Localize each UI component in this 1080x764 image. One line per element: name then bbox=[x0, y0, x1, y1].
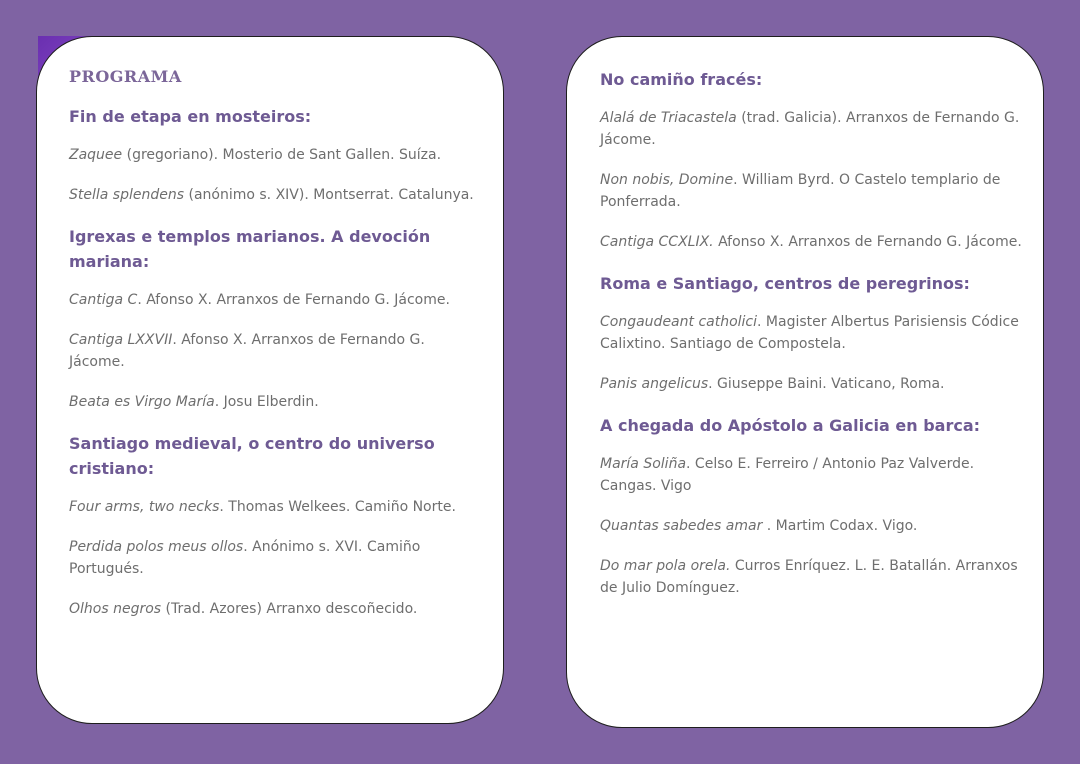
program-entry bbox=[69, 184, 483, 206]
work-title: Cantiga C bbox=[69, 292, 138, 308]
program-entry bbox=[600, 373, 1023, 395]
work-detail: . Giuseppe Baini. Vaticano, Roma. bbox=[708, 376, 945, 392]
program-entry bbox=[600, 515, 1023, 537]
work-detail: . Anónimo s. XVI. Camiño Portugués. bbox=[69, 539, 421, 577]
work-detail: Afonso X. Arranxos de Fernando G. Jácome. bbox=[713, 234, 1022, 250]
program-entry bbox=[69, 144, 483, 166]
section-heading: Santiago medieval, o centro do universo cristiano: bbox=[69, 434, 435, 478]
section-heading: No camiño fracés: bbox=[600, 70, 763, 89]
work-title: Beata es Virgo María bbox=[69, 394, 215, 410]
section-camino-frances bbox=[600, 67, 1023, 253]
work-detail: . Afonso X. Arranxos de Fernando G. Jácome. bbox=[137, 292, 450, 308]
program-entry bbox=[600, 453, 1023, 497]
work-title: Cantiga LXXVII bbox=[69, 332, 173, 348]
work-detail: . Celso E. Ferreiro / Antonio Paz Valverde. Cangas. Vigo bbox=[600, 456, 975, 494]
section-santiago-medieval bbox=[69, 431, 483, 620]
program-entry bbox=[69, 391, 483, 413]
work-detail: Curros Enríquez. L. E. Batallán. Arranxos de Julio Domínguez. bbox=[600, 558, 1018, 596]
section-igrexas-marianos bbox=[69, 224, 483, 413]
section-roma-santiago bbox=[600, 271, 1023, 395]
work-title: María Soliña bbox=[600, 456, 687, 472]
program-title: PROGRAMA bbox=[69, 67, 182, 86]
work-title: Alalá de Triacastela bbox=[600, 110, 737, 126]
work-title: Cantiga CCXLIX. bbox=[600, 234, 714, 250]
program-card-left bbox=[36, 36, 504, 724]
program-entry bbox=[600, 311, 1023, 355]
section-chegada-apostolo bbox=[600, 413, 1023, 599]
work-detail: (anónimo s. XIV). Montserrat. Catalunya. bbox=[184, 187, 474, 203]
work-title: Quantas sabedes amar bbox=[600, 518, 763, 534]
work-title: Congaudeant catholici bbox=[600, 314, 758, 330]
program-entry bbox=[69, 289, 483, 311]
work-title: Olhos negros bbox=[69, 601, 162, 617]
program-entry bbox=[69, 536, 483, 580]
program-entry bbox=[69, 598, 483, 620]
work-title: Non nobis, Domine bbox=[600, 172, 734, 188]
work-detail: . Martim Codax. Vigo. bbox=[762, 518, 918, 534]
work-title: Stella splendens bbox=[69, 187, 185, 203]
program-entry bbox=[69, 496, 483, 518]
work-detail: (Trad. Azores) Arranxo descoñecido. bbox=[161, 601, 418, 617]
program-entry bbox=[600, 555, 1023, 599]
work-detail: . Magister Albertus Parisiensis Códice Calixtino. Santiago de Compostela. bbox=[600, 314, 1019, 352]
program-card-right bbox=[566, 36, 1044, 728]
work-detail: . William Byrd. O Castelo templario de Ponferrada. bbox=[600, 172, 1001, 210]
work-detail: . Thomas Welkees. Camiño Norte. bbox=[219, 499, 456, 515]
work-detail: (trad. Galicia). Arranxos de Fernando G. Jácome. bbox=[600, 110, 1020, 148]
program-entry bbox=[69, 329, 483, 373]
section-heading: Igrexas e templos marianos. A devoción mariana: bbox=[69, 227, 431, 271]
work-detail: . Afonso X. Arranxos de Fernando G. Jácome. bbox=[69, 332, 425, 370]
program-entry bbox=[600, 231, 1023, 253]
work-title: Panis angelicus bbox=[600, 376, 709, 392]
work-title: Do mar pola orela. bbox=[600, 558, 731, 574]
work-title: Perdida polos meus ollos bbox=[69, 539, 244, 555]
work-title: Zaquee bbox=[69, 147, 123, 163]
section-heading: Roma e Santiago, centros de peregrinos: bbox=[600, 274, 970, 293]
program-entry bbox=[600, 169, 1023, 213]
work-detail: . Josu Elberdin. bbox=[214, 394, 319, 410]
section-fin-de-etapa bbox=[69, 104, 483, 206]
section-heading: A chegada do Apóstolo a Galicia en barca: bbox=[600, 416, 981, 435]
section-heading: Fin de etapa en mosteiros: bbox=[69, 107, 312, 126]
work-title: Four arms, two necks bbox=[69, 499, 220, 515]
work-detail: (gregoriano). Mosterio de Sant Gallen. Suíza. bbox=[122, 147, 442, 163]
program-entry bbox=[600, 107, 1023, 151]
